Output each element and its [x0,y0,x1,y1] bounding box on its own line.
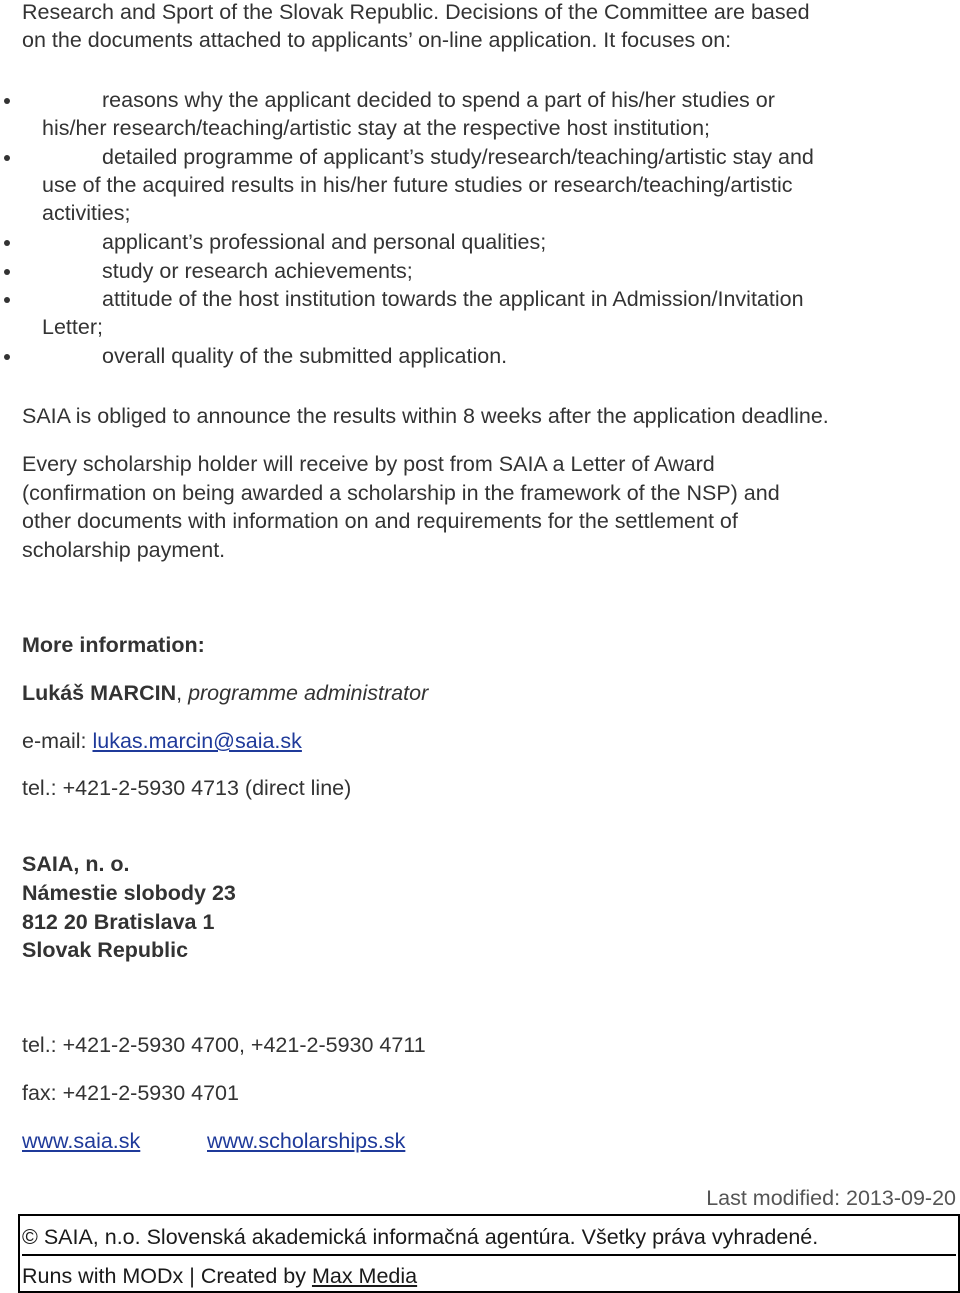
list-item: detailed programme of applicant’s study/research/teaching/artistic stay and [102,145,814,169]
contact-name: Lukáš MARCIN [22,681,177,705]
address-city: 812 20 Bratislava 1 [22,910,215,934]
email-link[interactable]: lukas.marcin@saia.sk [92,729,302,753]
saia-website-link[interactable]: www.saia.sk [22,1129,141,1153]
bullet-icon [4,269,10,275]
bullet-icon [4,354,10,360]
intro-line-2: on the documents attached to applicants’ on-line application. It focuses on: [22,28,732,52]
address-street: Námestie slobody 23 [22,881,236,905]
footer-credits [22,1262,417,1290]
bullet-icon [4,98,10,104]
scholarships-website-link[interactable]: www.scholarships.sk [207,1129,406,1153]
list-item: reasons why the applicant decided to spend a part of his/her studies or [102,88,775,112]
address-org: SAIA, n. o. [22,852,130,876]
last-modified: Last modified: 2013-09-20 [706,1186,956,1210]
office-fax: fax: +421-2-5930 4701 [22,1081,239,1105]
bullet-icon [4,155,10,161]
list-item-continuation: activities; [42,201,131,225]
contact-role: programme administrator [188,681,429,705]
list-item: study or research achievements; [102,259,413,283]
email-label: e-mail: [22,729,93,753]
list-item: applicant’s professional and personal qualities; [102,230,547,254]
list-item-continuation: Letter; [42,315,103,339]
web-links [22,1127,140,1155]
paragraph-line: Every scholarship holder will receive by post from SAIA a Letter of Award [22,452,715,476]
list-item: attitude of the host institution towards the applicant in Admission/Invitation [102,287,804,311]
bullet-icon [4,297,10,303]
paragraph-line: scholarship payment. [22,538,226,562]
address-country: Slovak Republic [22,938,189,962]
paragraph-line: (confirmation on being awarded a scholarship in the framework of the NSP) and [22,481,780,505]
footer-runs-with: Runs with MODx | Created by [22,1264,312,1288]
list-item-continuation: use of the acquired results in his/her future studies or research/teaching/artistic [42,173,793,197]
contact-name-separator: , [176,681,189,705]
web-links-2 [207,1127,405,1155]
list-item-continuation: his/her research/teaching/artistic stay at the respective host institution; [42,116,711,140]
more-info-heading: More information: [22,633,205,657]
office-tel: tel.: +421-2-5930 4700, +421-2-5930 4711 [22,1033,426,1057]
paragraph-line: other documents with information on and requirements for the settlement of [22,509,738,533]
contact-email-line [22,727,302,755]
footer-copyright: © SAIA, n.o. Slovenská akademická informačná agentúra. Všetky práva vyhradené. [22,1225,819,1249]
bullet-icon [4,240,10,246]
footer-box [20,1216,958,1291]
contact-person [22,679,428,707]
list-item: overall quality of the submitted application. [102,344,508,368]
footer-divider [22,1254,956,1256]
intro-line-1: Research and Sport of the Slovak Republic. Decisions of the Committee are based [22,0,810,24]
contact-tel: tel.: +421-2-5930 4713 (direct line) [22,776,352,800]
max-media-link[interactable]: Max Media [311,1264,418,1288]
site-footer [18,1214,960,1293]
results-announcement: SAIA is obliged to announce the results within 8 weeks after the application deadline. [22,404,829,428]
